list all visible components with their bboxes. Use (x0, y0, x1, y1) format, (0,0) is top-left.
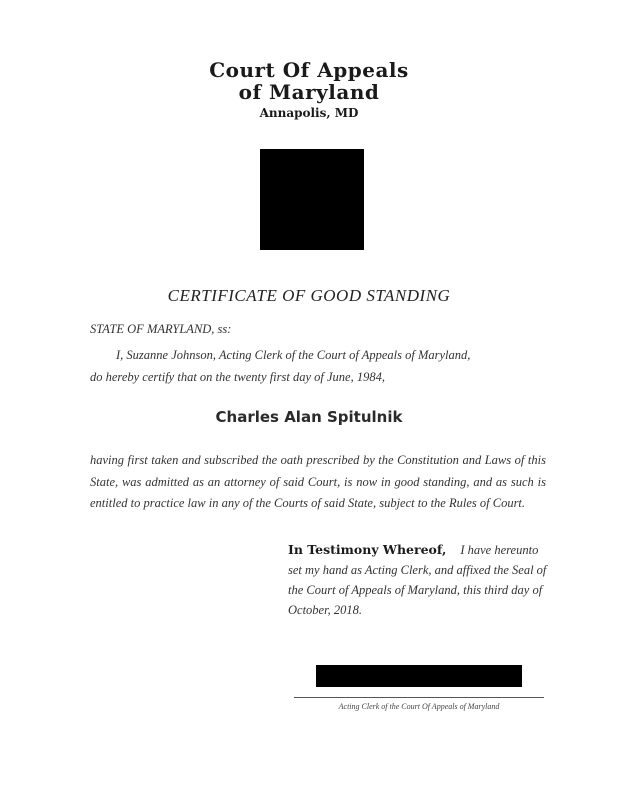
signature-line (294, 697, 544, 698)
admission-paragraph: having first taken and subscribed the oath prescribed by the Constitution and Laws of this State, was admitted as an attorney of said Court, is now in good standing, and as such is entitled to practice law in any of the Courts of said State, subject to the Rules of Court. (90, 453, 546, 510)
attorney-name: Charles Alan Spitulnik (215, 408, 403, 426)
certification-line1: I, Suzanne Johnson, Acting Clerk of the Court of Appeals of Maryland, (116, 348, 471, 362)
testimony-heading: In Testimony Whereof, (288, 542, 447, 557)
court-location: Annapolis, MD (259, 106, 359, 120)
signature-caption: Acting Clerk of the Court Of Appeals of Maryland (338, 702, 500, 711)
court-name-line2: of Maryland (238, 80, 380, 104)
certificate-title: CERTIFICATE OF GOOD STANDING (167, 286, 451, 305)
testimony-block (288, 540, 550, 620)
redacted-seal (260, 149, 364, 250)
redacted-signature (316, 665, 522, 687)
certification-line2: do hereby certify that on the twenty first day of June, 1984, (90, 370, 385, 384)
court-name-line1: Court Of Appeals (209, 58, 409, 82)
testimony-text: I have hereunto set my hand as Acting Clerk, and affixed the Seal of the Court of Appeals of Maryland, this third day of October, 2018. (288, 543, 547, 617)
state-line: STATE OF MARYLAND, ss: (90, 322, 232, 336)
